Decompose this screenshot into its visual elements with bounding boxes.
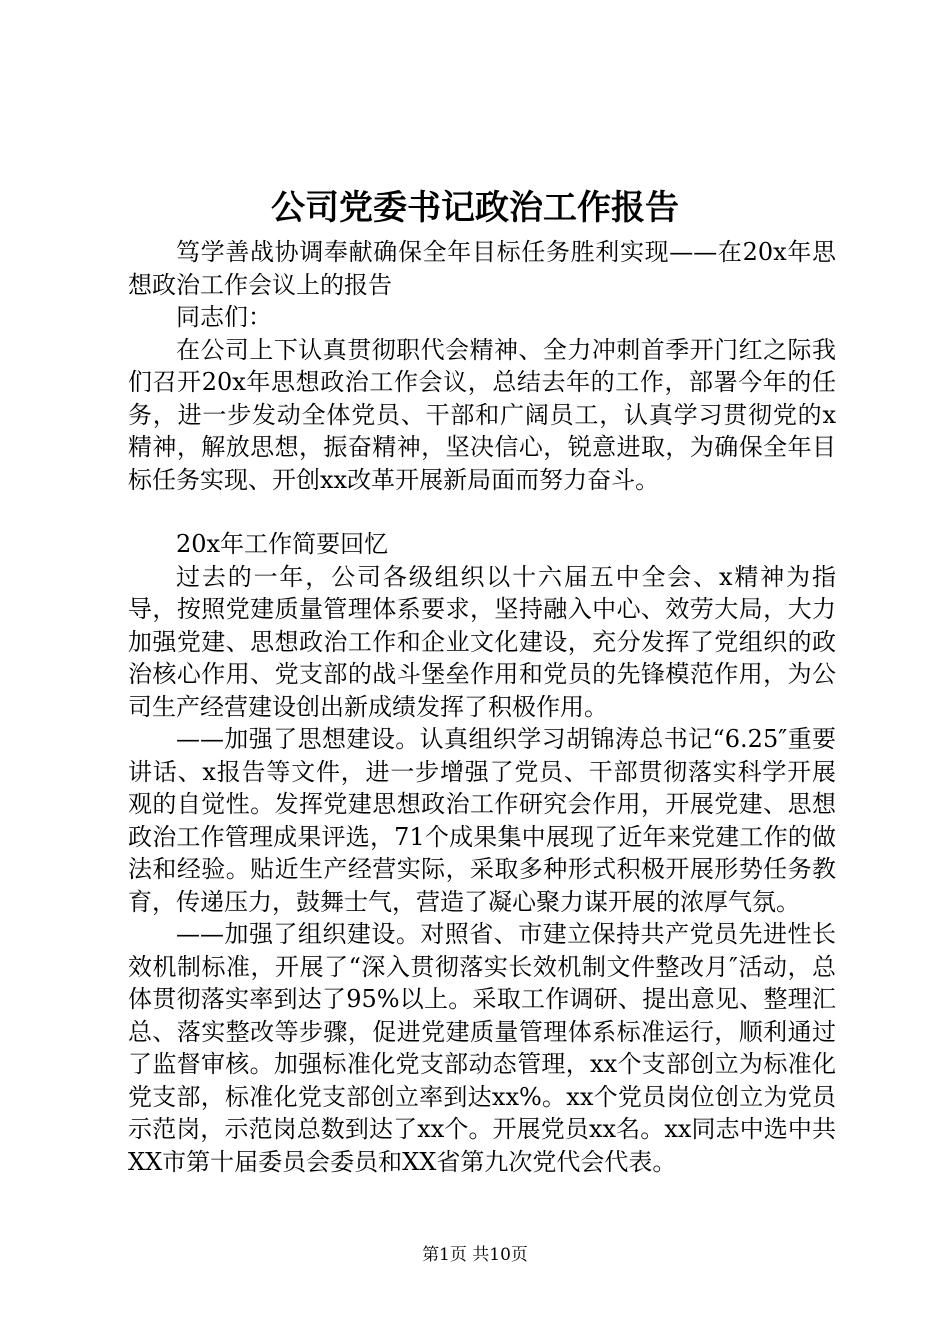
ideology-paragraph: ——加强了思想建设。认真组织学习胡锦涛总书记“6.25″重要讲话、x报告等文件，进一步增强了党员、干部贯彻落实科学开展观的自觉性。发挥党建思想政治工作研究会作用，开展党建、思想政治工作管理成果评选，71个成果集中展现了近年来党建工作的做法和经验。贴近生产经营实际，采取多种形式积极开展形势任务教育，传递压力，鼓舞士气，营造了凝心聚力谋开展的浓厚气氛。 (128, 725, 836, 916)
document-title: 公司党委书记政治工作报告 (271, 188, 679, 228)
document-body (128, 236, 836, 1178)
page-footer: 第1页 共10页 (422, 1245, 528, 1265)
salutation: 同志们： (176, 303, 272, 331)
review-paragraph: 过去的一年，公司各级组织以十六届五中全会、x精神为指导，按照党建质量管理体系要求，坚持融入中心、效劳大局，大力加强党建、思想政治工作和企业文化建设，充分发挥了党组织的政治核心作用、党支部的战斗堡垒作用和党员的先锋模范作用，为公司生产经营建设创出新成绩发挥了积极作用。 (128, 562, 836, 721)
organization-paragraph: ——加强了组织建设。对照省、市建立保持共产党员先进性长效机制标准，开展了“深入贯彻落实长效机制文件整改月″活动，总体贯彻落实率到达了95%以上。采取工作调研、提出意见、整理汇总、落实整改等步骤，促进党建质量管理体系标准运行，顺利通过了监督审核。加强标准化党支部动态管理，xx个支部创立为标准化党支部，标准化党支部创立率到达xx%。xx个党员岗位创立为党员示范岗，示范岗总数到达了xx个。开展党员xx名。xx同志中选中共XX市第十届委员会委员和XX省第九次党代会代表。 (128, 920, 836, 1176)
subtitle-paragraph: 笃学善战协调奉献确保全年目标任务胜利实现——在20x年思想政治工作会议上的报告 (128, 238, 836, 299)
section-heading: 20x年工作简要回忆 (176, 530, 389, 558)
intro-paragraph: 在公司上下认真贯彻职代会精神、全力冲刺首季开门红之际我们召开20x年思想政治工作会议，总结去年的工作，部署今年的任务，进一步发动全体党员、干部和广阔员工，认真学习贯彻党的x精神，解放思想，振奋精神，坚决信心，锐意进取，为确保全年目标任务实现、开创xx改革开展新局面而努力奋斗。 (128, 335, 836, 494)
